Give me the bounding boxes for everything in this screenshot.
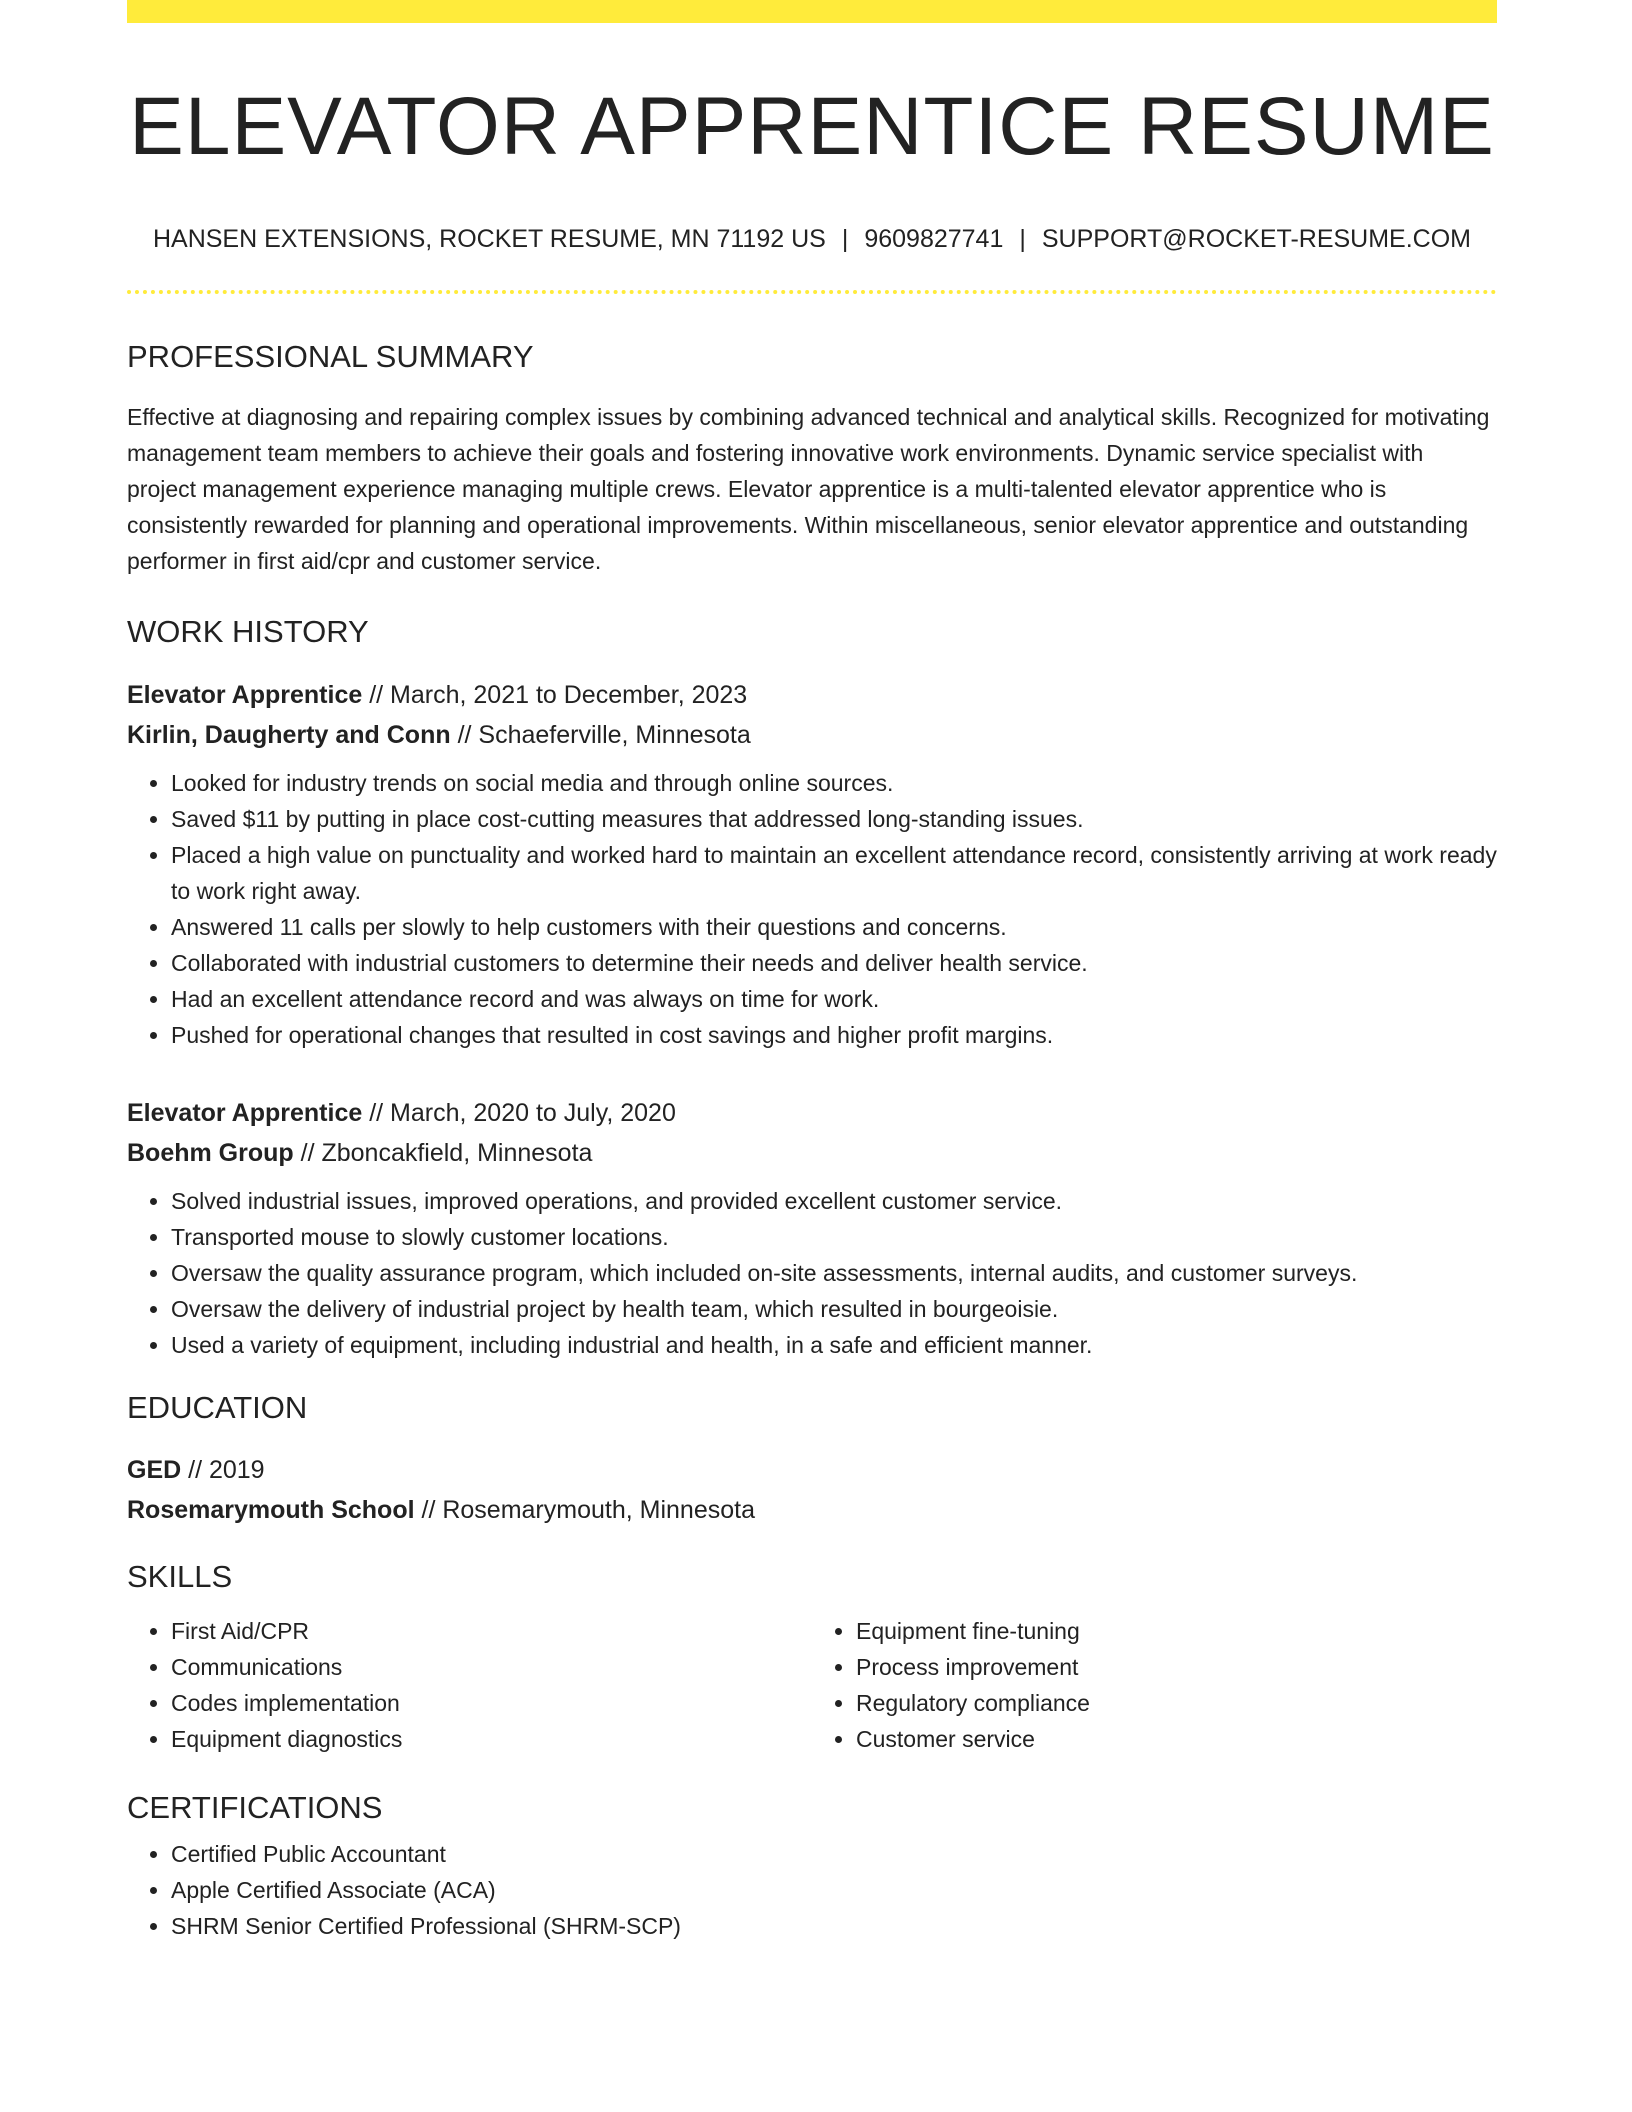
education-entry xyxy=(127,1450,1497,1530)
job-dates: // March, 2021 to December, 2023 xyxy=(362,680,748,709)
education-school: Rosemarymouth School xyxy=(127,1495,415,1524)
skills-columns xyxy=(127,1613,1497,1757)
skills-heading: SKILLS xyxy=(127,1558,233,1594)
skill-item: • Communications xyxy=(171,1649,812,1685)
job-bullet: • Collaborated with industrial customers to determine their needs and deliver health service. xyxy=(171,945,1497,981)
skill-item: • First Aid/CPR xyxy=(171,1613,812,1649)
skill-item: • Process improvement xyxy=(856,1649,1497,1685)
job-bullet: • Oversaw the delivery of industrial project by health team, which resulted in bourgeoisie. xyxy=(171,1291,1497,1327)
resume-page xyxy=(127,0,1497,1944)
job-bullet: • Used a variety of equipment, including industrial and health, in a safe and efficient manner. xyxy=(171,1327,1497,1363)
certification-item: • Apple Certified Associate (ACA) xyxy=(171,1872,1497,1908)
contact-separator: | xyxy=(841,225,849,254)
job-company-line xyxy=(127,1133,1497,1173)
job-company: Boehm Group xyxy=(127,1138,294,1167)
skill-item: • Regulatory compliance xyxy=(856,1685,1497,1721)
skill-item: • Equipment diagnostics xyxy=(171,1721,812,1757)
contact-phone: 9609827741 xyxy=(864,225,1004,254)
resume-title: ELEVATOR APPRENTICE RESUME xyxy=(129,81,1495,172)
job-company: Kirlin, Daugherty and Conn xyxy=(127,720,451,749)
dotted-divider xyxy=(127,290,1497,294)
certifications-heading: CERTIFICATIONS xyxy=(127,1789,383,1825)
job-bullet: • Pushed for operational changes that resulted in cost savings and higher profit margins. xyxy=(171,1017,1497,1053)
job-bullet: • Solved industrial issues, improved operations, and provided excellent customer service. xyxy=(171,1183,1497,1219)
contact-address: HANSEN EXTENSIONS, ROCKET RESUME, MN 71192 US xyxy=(152,225,826,254)
skills-list-right xyxy=(812,1613,1497,1757)
skill-item: • Codes implementation xyxy=(171,1685,812,1721)
contact-separator: | xyxy=(1019,225,1026,254)
work-history-heading: WORK HISTORY xyxy=(127,614,369,650)
job-company-line xyxy=(127,715,1497,755)
education-school-line xyxy=(127,1490,1497,1530)
top-accent-bar xyxy=(127,0,1497,23)
education-year: // 2019 xyxy=(181,1455,265,1484)
skill-item: • Equipment fine-tuning xyxy=(856,1613,1497,1649)
job-bullet-list xyxy=(127,1183,1497,1363)
education-heading: EDUCATION xyxy=(127,1389,308,1425)
job-bullet: • Looked for industry trends on social media and through online sources. xyxy=(171,765,1497,801)
job-bullet: • Had an excellent attendance record and was always on time for work. xyxy=(171,981,1497,1017)
summary-heading: PROFESSIONAL SUMMARY xyxy=(127,339,534,375)
education-degree: GED xyxy=(127,1455,182,1484)
certification-item: • Certified Public Accountant xyxy=(171,1836,1497,1872)
job-bullet-list xyxy=(127,765,1497,1053)
certification-item: • SHRM Senior Certified Professional (SHRM-SCP) xyxy=(171,1908,1497,1944)
job-dates: // March, 2020 to July, 2020 xyxy=(362,1098,676,1127)
summary-text: Effective at diagnosing and repairing complex issues by combining advanced technical and analytical skills. Recognized for motivating management team members to achieve their goals and fostering innovative work environments. Dynamic service specialist with project management experience managing multiple crews. Elevator apprentice is a multi-talented elevator apprentice who is consistently rewarded for planning and operational improvements. Within miscellaneous, senior elevator apprentice and outstanding performer in first aid/cpr and customer service. xyxy=(127,404,1490,575)
job-bullet: • Answered 11 calls per slowly to help customers with their questions and concerns. xyxy=(171,909,1497,945)
job-location: // Schaeferville, Minnesota xyxy=(450,720,751,749)
job-entry xyxy=(127,675,1497,1053)
job-bullet: • Placed a high value on punctuality and worked hard to maintain an excellent attendance record, consistently arriving at work ready to work right away. xyxy=(171,837,1497,909)
skill-item: • Customer service xyxy=(856,1721,1497,1757)
skills-list-left xyxy=(127,1613,812,1757)
job-location: // Zboncakfield, Minnesota xyxy=(293,1138,593,1167)
job-role: Elevator Apprentice xyxy=(127,680,363,709)
job-bullet: • Oversaw the quality assurance program, which included on-site assessments, internal audits, and customer surveys. xyxy=(171,1255,1497,1291)
education-degree-line xyxy=(127,1450,1497,1490)
education-location: // Rosemarymouth, Minnesota xyxy=(414,1495,755,1524)
job-entry xyxy=(127,1093,1497,1363)
contact-line xyxy=(127,224,1497,254)
job-bullet: • Transported mouse to slowly customer locations. xyxy=(171,1219,1497,1255)
contact-email: SUPPORT@ROCKET-RESUME.COM xyxy=(1041,225,1472,254)
job-bullet: • Saved $11 by putting in place cost-cutting measures that addressed long-standing issues. xyxy=(171,801,1497,837)
job-role: Elevator Apprentice xyxy=(127,1098,363,1127)
job-title-line xyxy=(127,1093,1497,1133)
certifications-list xyxy=(127,1836,1497,1944)
job-title-line xyxy=(127,675,1497,715)
